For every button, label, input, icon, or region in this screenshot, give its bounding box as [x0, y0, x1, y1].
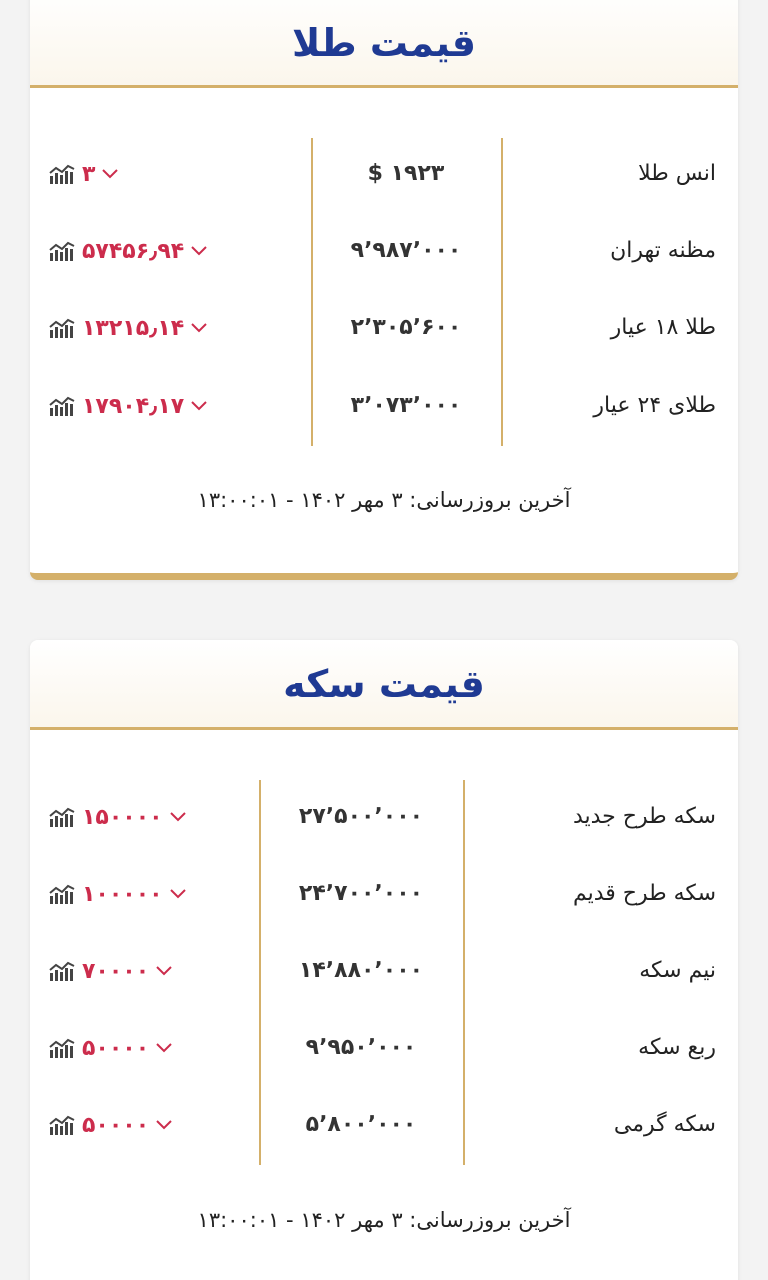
coin-card-header: [30, 640, 738, 730]
coin-row-price: ۱۴٬۸۸۰٬۰۰۰: [298, 958, 424, 983]
gold-row-price: ۳٬۰۷۳٬۰۰۰: [350, 393, 462, 418]
chevron-down-icon: [190, 400, 208, 412]
gold-row-18k: [30, 308, 738, 348]
gold-row-price: $ ۱۹۲۳: [367, 161, 445, 186]
gold-last-updated: آخرین بروزرسانی: ۳ مهر ۱۴۰۲ - ۱۳:۰۰:۰۱: [197, 488, 571, 512]
coin-row-half: [30, 951, 738, 991]
chevron-down-icon: [190, 322, 208, 334]
change-value: ۵۰۰۰۰: [82, 1035, 150, 1061]
coin-row-new: [30, 797, 738, 837]
gold-row-tehran: [30, 231, 738, 271]
coin-row-change: [48, 797, 187, 837]
change-value: ۳: [82, 161, 96, 187]
chevron-down-icon: [155, 965, 173, 977]
coin-row-price: ۲۴٬۷۰۰٬۰۰۰: [298, 881, 424, 906]
change-value: ۱۵۰۰۰۰: [82, 804, 163, 830]
coin-last-updated: آخرین بروزرسانی: ۳ مهر ۱۴۰۲ - ۱۳:۰۰:۰۱: [197, 1208, 571, 1232]
chevron-down-icon: [169, 811, 187, 823]
coin-row-price: ۹٬۹۵۰٬۰۰۰: [305, 1035, 417, 1060]
coin-row-name: سکه گرمی: [613, 1112, 716, 1137]
coin-row-price: ۲۷٬۵۰۰٬۰۰۰: [298, 804, 424, 829]
gold-price-card: [30, 0, 738, 580]
bar-chart-trend-icon[interactable]: [48, 805, 76, 829]
coin-row-gram: [30, 1105, 738, 1145]
coin-row-change: [48, 1105, 173, 1145]
gold-row-change: [48, 154, 119, 194]
bar-chart-trend-icon[interactable]: [48, 1036, 76, 1060]
gold-card-header: [30, 0, 738, 88]
coin-row-price: ۵٬۸۰۰٬۰۰۰: [305, 1112, 417, 1137]
gold-row-name: مظنه تهران: [610, 238, 716, 263]
coin-row-quarter: [30, 1028, 738, 1068]
change-value: ۱۰۰۰۰۰: [82, 881, 163, 907]
gold-row-24k: [30, 386, 738, 426]
bar-chart-trend-icon[interactable]: [48, 239, 76, 263]
chevron-down-icon: [190, 245, 208, 257]
bar-chart-trend-icon[interactable]: [48, 394, 76, 418]
change-value: ۷۰۰۰۰: [82, 958, 150, 984]
bar-chart-trend-icon[interactable]: [48, 316, 76, 340]
bar-chart-trend-icon[interactable]: [48, 1113, 76, 1137]
gold-row-change: [48, 231, 208, 271]
gold-row-change: [48, 386, 208, 426]
chevron-down-icon: [101, 168, 119, 180]
gold-card-title: قیمت طلا: [292, 20, 476, 65]
coin-row-old: [30, 874, 738, 914]
coin-row-name: سکه طرح جدید: [572, 804, 716, 829]
gold-row-ounce: [30, 154, 738, 194]
chevron-down-icon: [155, 1119, 173, 1131]
change-value: ۵۷۴۵۶٫۹۴: [82, 238, 185, 264]
coin-price-card: [30, 640, 738, 1280]
bar-chart-trend-icon[interactable]: [48, 959, 76, 983]
coin-card-title: قیمت سکه: [283, 661, 485, 706]
coin-row-name: ربع سکه: [638, 1035, 716, 1060]
coin-row-change: [48, 1028, 173, 1068]
change-value: ۱۷۹۰۴٫۱۷: [82, 393, 185, 419]
coin-row-change: [48, 874, 187, 914]
coin-row-name: نیم سکه: [639, 958, 716, 983]
coin-row-change: [48, 951, 173, 991]
chevron-down-icon: [155, 1042, 173, 1054]
change-value: ۵۰۰۰۰: [82, 1112, 150, 1138]
change-value: ۱۳۲۱۵٫۱۴: [82, 315, 185, 341]
coin-row-name: سکه طرح قدیم: [572, 881, 716, 906]
chevron-down-icon: [169, 888, 187, 900]
gold-row-name: طلای ۲۴ عیار: [593, 393, 716, 418]
gold-row-change: [48, 308, 208, 348]
gold-row-price: ۲٬۳۰۵٬۶۰۰: [350, 315, 462, 340]
bar-chart-trend-icon[interactable]: [48, 882, 76, 906]
gold-row-name: طلا ۱۸ عیار: [610, 315, 716, 340]
gold-row-name: انس طلا: [638, 161, 716, 186]
gold-row-price: ۹٬۹۸۷٬۰۰۰: [350, 238, 462, 263]
bar-chart-trend-icon[interactable]: [48, 162, 76, 186]
